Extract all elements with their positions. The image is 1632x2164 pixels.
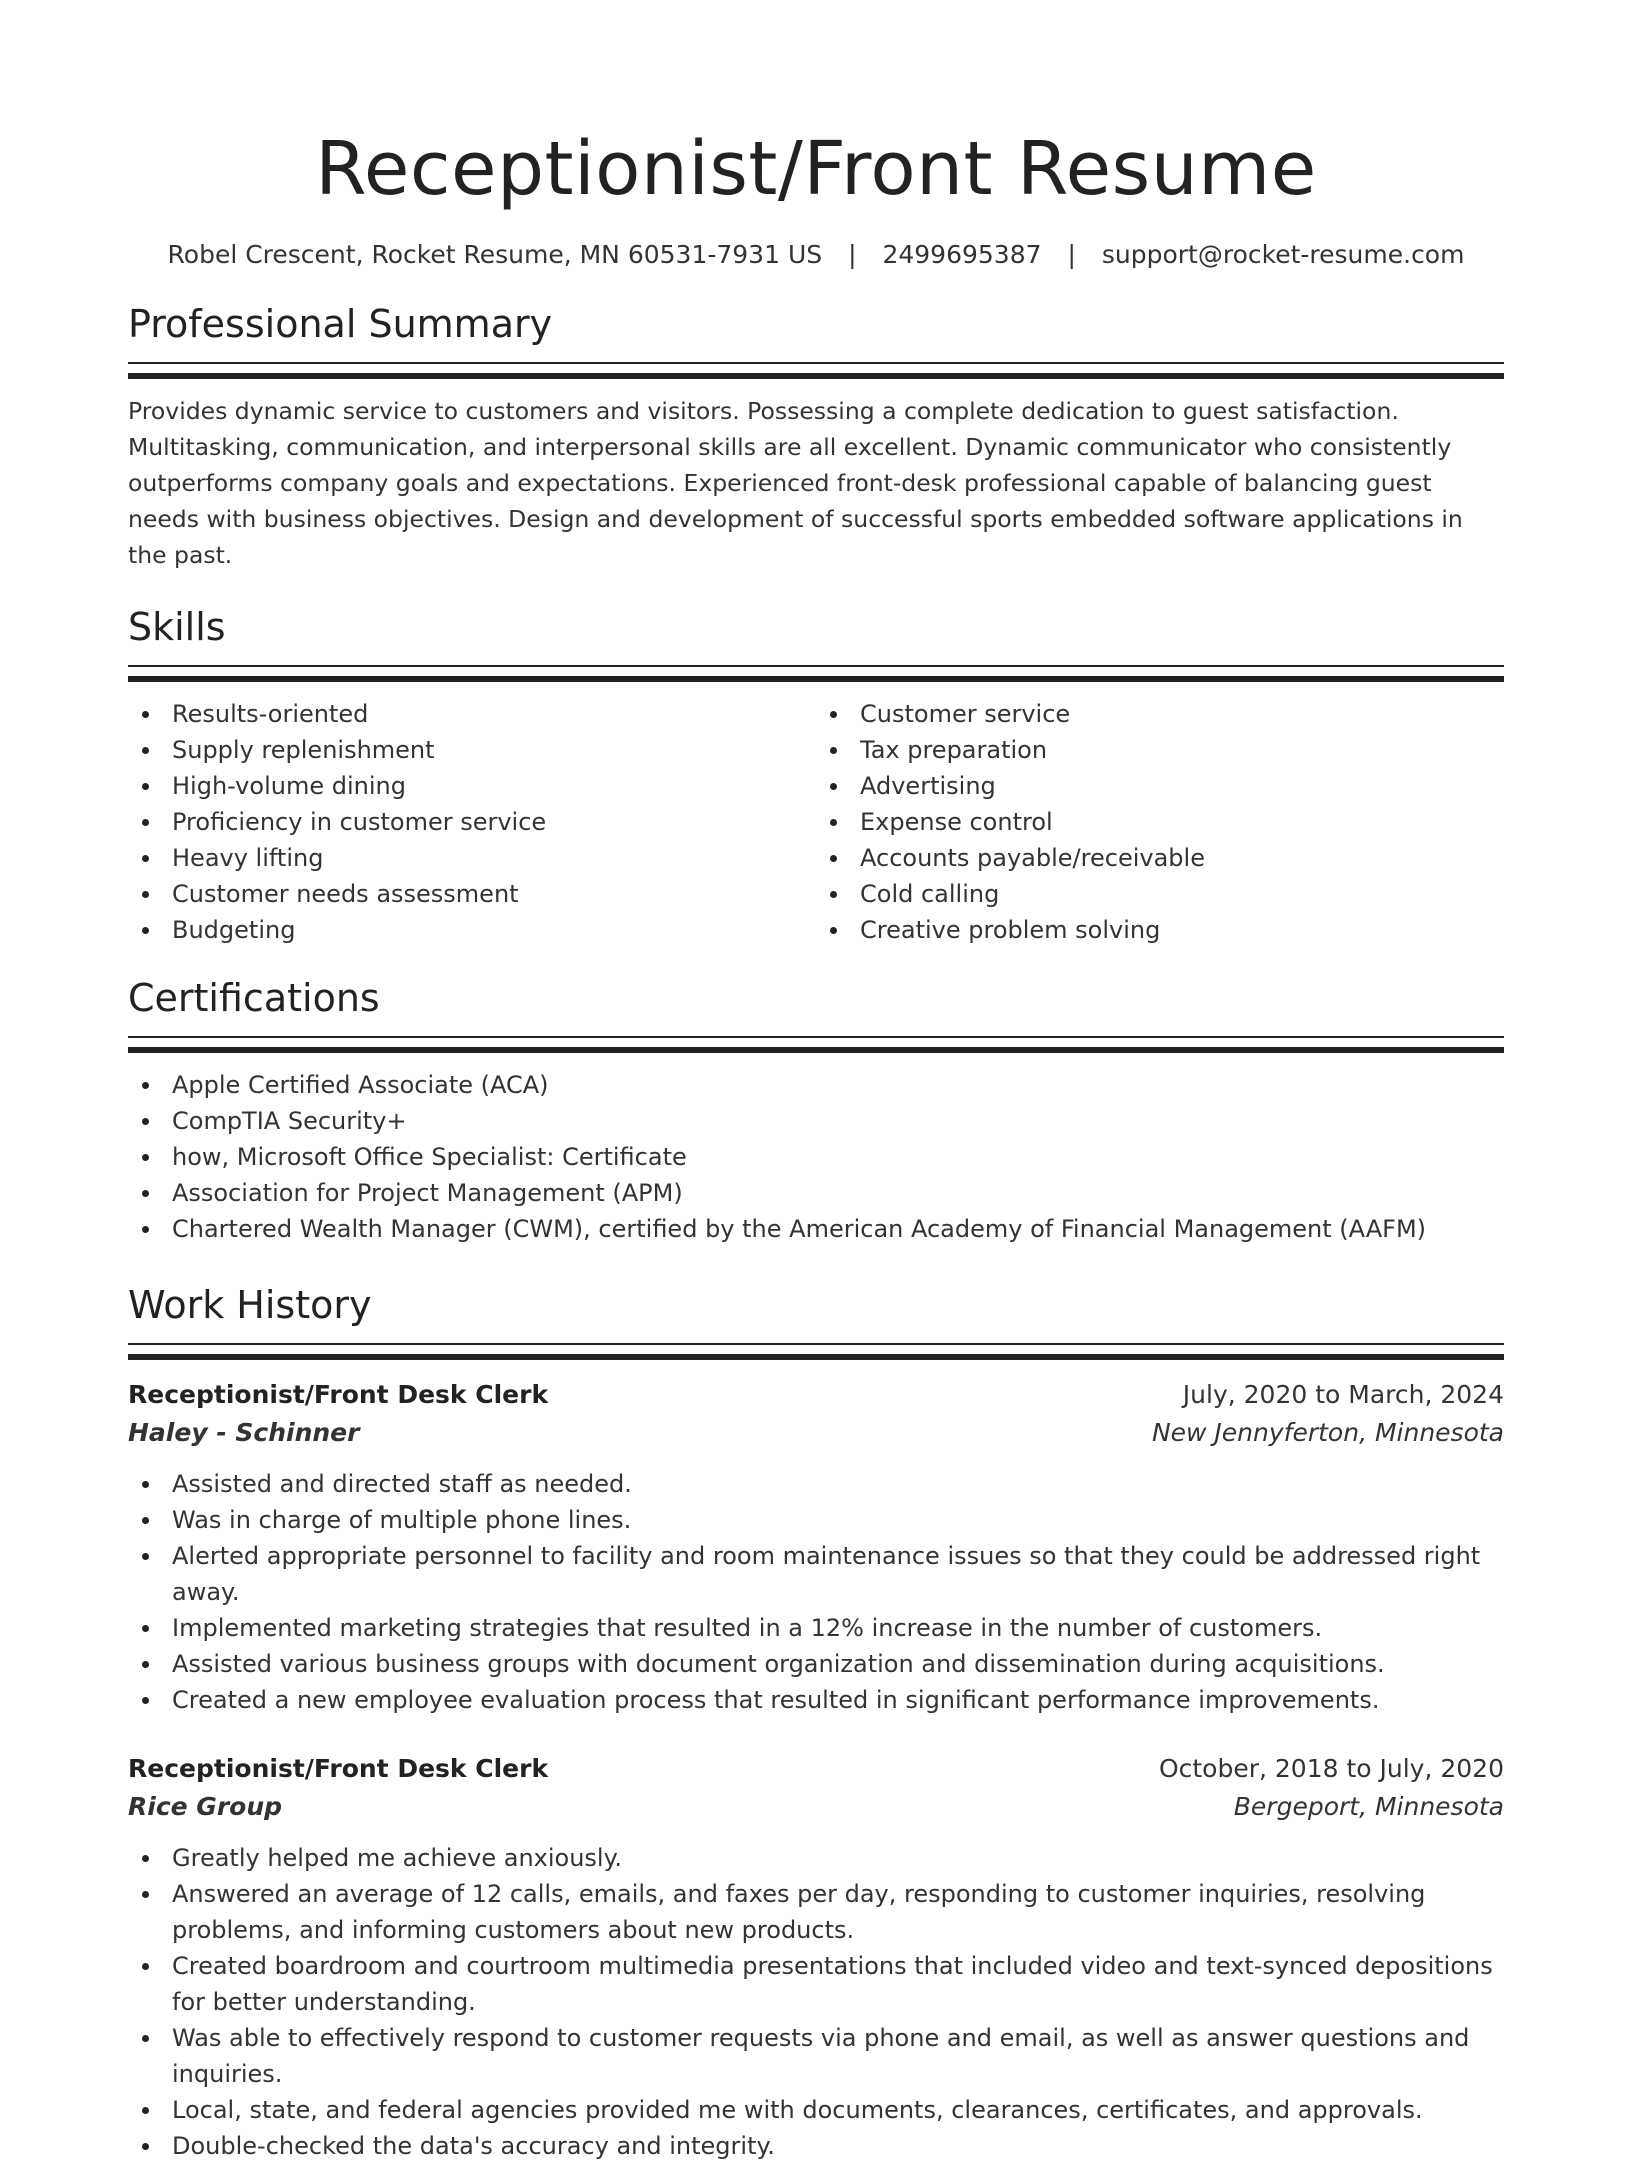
skill-item: Budgeting [128, 912, 816, 948]
job-header [128, 1376, 1504, 1414]
skill-item: Expense control [816, 804, 1504, 840]
job-entry [128, 1376, 1504, 1718]
contact-line [128, 238, 1504, 272]
job-duties-list [128, 1466, 1504, 1718]
job-location: New Jennyferton, Minnesota [1151, 1418, 1504, 1447]
contact-email: support@rocket-resume.com [1101, 240, 1465, 269]
job-entry [128, 1750, 1504, 2164]
section-divider [128, 1036, 1504, 1053]
section-divider [128, 1343, 1504, 1360]
certifications-list [128, 1067, 1504, 1247]
job-duty-item: Was able to effectively respond to customer requests via phone and email, as well as answer questions and inquiries. [128, 2020, 1504, 2092]
job-duty-item: Created a new employee evaluation process that resulted in significant performance improvements. [128, 1682, 1504, 1718]
summary-section [128, 300, 1504, 573]
skills-list-left [128, 696, 816, 948]
job-duty-item: Alerted appropriate personnel to facility and room maintenance issues so that they could be addressed right away. [128, 1538, 1504, 1610]
job-duty-item: Answered an average of 12 calls, emails, and faxes per day, responding to customer inquiries, resolving problems, and informing customers about new products. [128, 1876, 1504, 1948]
job-duty-item: Created boardroom and courtroom multimedia presentations that included video and text-synced depositions for better understanding. [128, 1948, 1504, 2020]
job-subheader [128, 1414, 1504, 1452]
skill-item: Heavy lifting [128, 840, 816, 876]
skill-item: Supply replenishment [128, 732, 816, 768]
job-location: Bergeport, Minnesota [1233, 1792, 1504, 1821]
job-header [128, 1750, 1504, 1788]
certification-item: Association for Project Management (APM) [128, 1175, 1504, 1211]
contact-separator: | [1067, 240, 1076, 269]
job-company: Haley - Schinner [128, 1418, 360, 1447]
summary-text: Provides dynamic service to customers and visitors. Possessing a complete dedication to guest satisfaction. Multitasking, communication, and interpersonal skills are all excellent. Dynamic communicator who consistently outperforms company goals and expectations. Experienced front-desk professional capable of balancing guest needs with business objectives. Design and development of successful sports embedded software applications in the past. [128, 397, 1463, 569]
skill-item: Proficiency in customer service [128, 804, 816, 840]
work-history-section [128, 1281, 1504, 2164]
certifications-section [128, 974, 1504, 1247]
job-company: Rice Group [128, 1792, 283, 1821]
resume-title: Receptionist/Front Resume [315, 126, 1317, 212]
contact-address: Robel Crescent, Rocket Resume, MN 60531-7931 US [167, 240, 823, 269]
skills-list-right [816, 696, 1504, 948]
job-duty-item: Assisted and directed staff as needed. [128, 1466, 1504, 1502]
skills-heading: Skills [128, 605, 226, 649]
certification-item: Chartered Wealth Manager (CWM), certified by the American Academy of Financial Management (AAFM) [128, 1211, 1504, 1247]
summary-heading: Professional Summary [128, 302, 553, 346]
job-title: Receptionist/Front Desk Clerk [128, 1754, 549, 1783]
job-subheader [128, 1788, 1504, 1826]
section-divider [128, 362, 1504, 379]
skill-item: Cold calling [816, 876, 1504, 912]
job-duties-list [128, 1840, 1504, 2164]
certification-item: how, Microsoft Office Specialist: Certificate [128, 1139, 1504, 1175]
skill-item: Customer needs assessment [128, 876, 816, 912]
certification-item: Apple Certified Associate (ACA) [128, 1067, 1504, 1103]
contact-phone: 2499695387 [882, 240, 1042, 269]
contact-separator: | [848, 240, 857, 269]
certification-item: CompTIA Security+ [128, 1103, 1504, 1139]
skill-item: Accounts payable/receivable [816, 840, 1504, 876]
job-duty-item: Assisted various business groups with document organization and dissemination during acquisitions. [128, 1646, 1504, 1682]
work-history-heading: Work History [128, 1283, 372, 1327]
skill-item: Results-oriented [128, 696, 816, 732]
job-dates: July, 2020 to March, 2024 [1182, 1380, 1504, 1409]
skills-grid [128, 696, 1504, 948]
skill-item: Customer service [816, 696, 1504, 732]
skill-item: Creative problem solving [816, 912, 1504, 948]
job-duty-item: Greatly helped me achieve anxiously. [128, 1840, 1504, 1876]
skill-item: High-volume dining [128, 768, 816, 804]
job-duty-item: Double-checked the data's accuracy and integrity. [128, 2128, 1504, 2164]
certifications-heading: Certifications [128, 976, 380, 1020]
skill-item: Advertising [816, 768, 1504, 804]
skill-item: Tax preparation [816, 732, 1504, 768]
job-duty-item: Was in charge of multiple phone lines. [128, 1502, 1504, 1538]
skills-section [128, 603, 1504, 948]
section-divider [128, 665, 1504, 682]
job-dates: October, 2018 to July, 2020 [1158, 1754, 1504, 1783]
job-title: Receptionist/Front Desk Clerk [128, 1380, 549, 1409]
job-duty-item: Local, state, and federal agencies provided me with documents, clearances, certificates, and approvals. [128, 2092, 1504, 2128]
job-duty-item: Implemented marketing strategies that resulted in a 12% increase in the number of customers. [128, 1610, 1504, 1646]
